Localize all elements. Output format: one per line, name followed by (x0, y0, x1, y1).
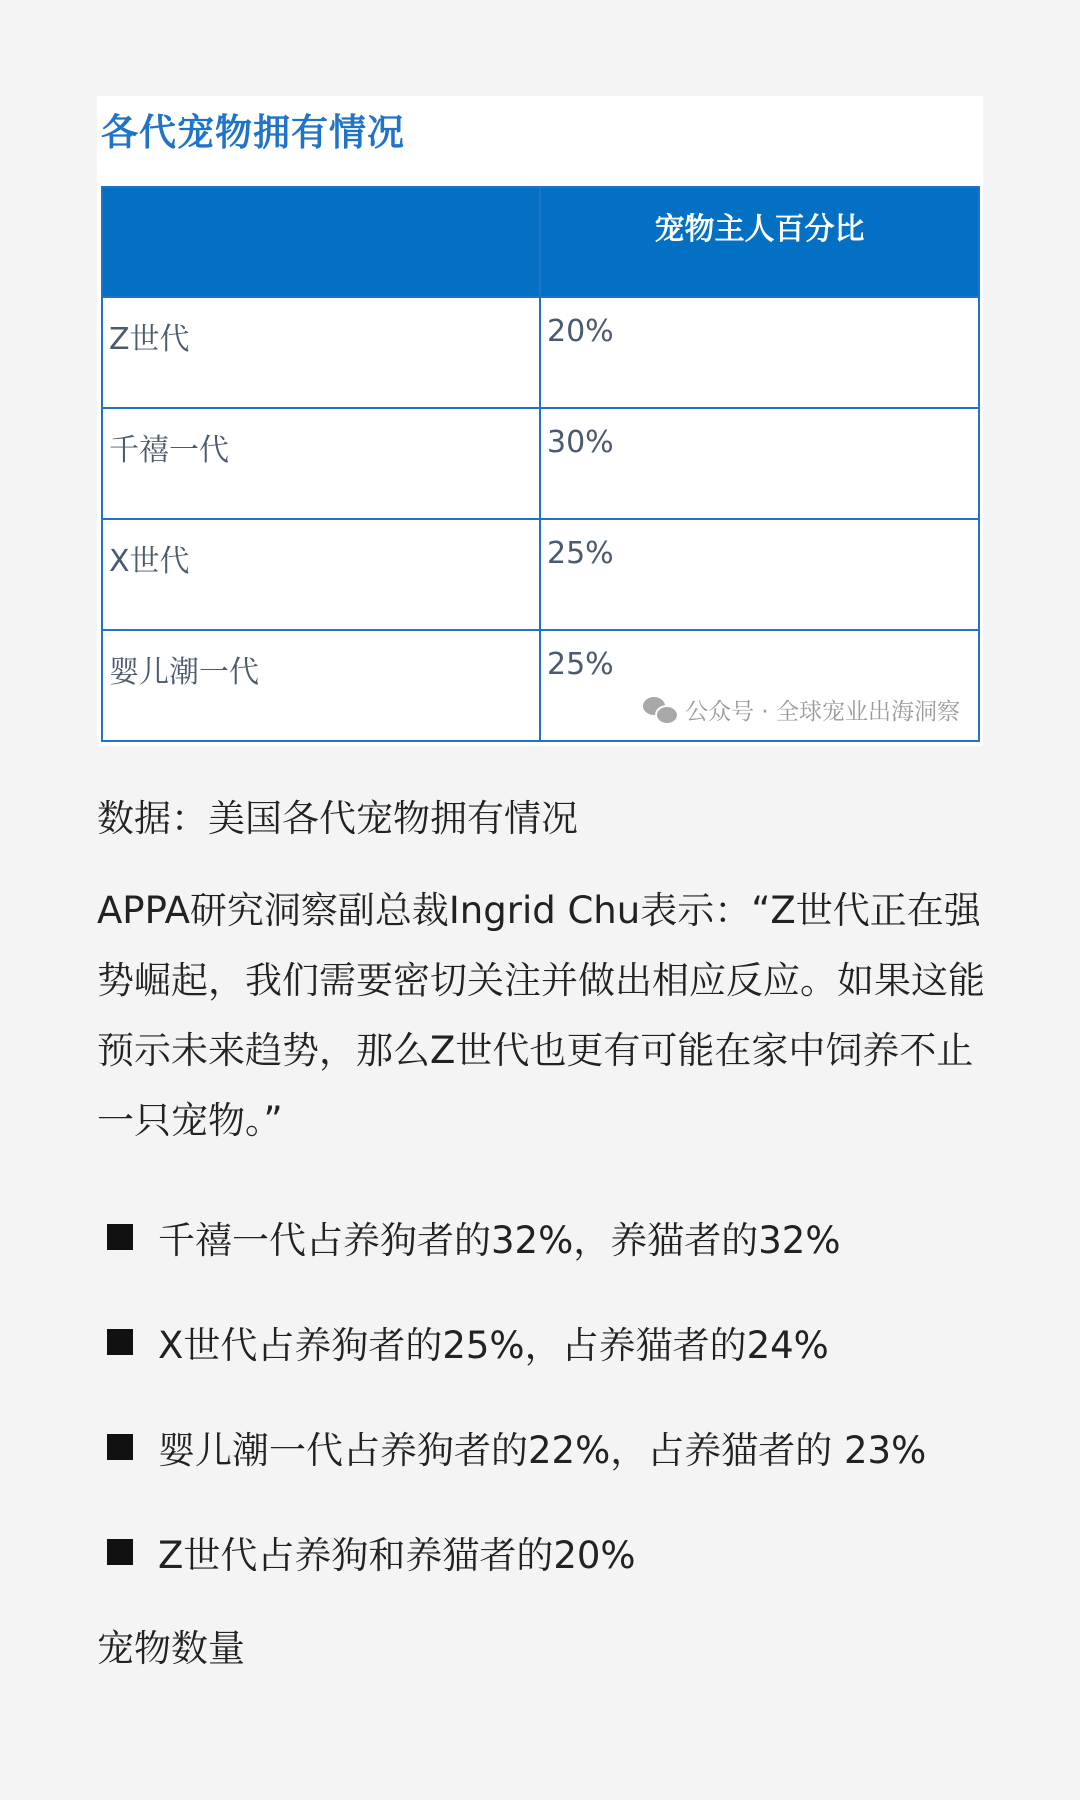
table-row (102, 519, 979, 630)
table-row (102, 630, 979, 741)
bullet-square-icon (107, 1539, 133, 1565)
list-item-text: 千禧一代占养狗者的32%，养猫者的32% (158, 1218, 841, 1262)
table-cell-percentage-value: 25% (547, 647, 614, 682)
table-cell-generation: 婴儿潮一代 (102, 630, 540, 741)
table-cell-generation: 千禧一代 (102, 408, 540, 519)
bullet-square-icon (107, 1329, 133, 1355)
list-item-text: Z世代占养狗和养猫者的20% (158, 1533, 636, 1577)
table-header-cell-generation (102, 187, 540, 297)
watermark-text: 公众号 · 全球宠业出海洞察 (685, 699, 960, 725)
bullet-list (97, 1184, 982, 1604)
table-cell-percentage: 30% (540, 408, 979, 519)
list-item (97, 1289, 982, 1394)
ownership-table (101, 186, 980, 742)
list-item-text: 婴儿潮一代占养狗者的22%，占养猫者的 23% (158, 1428, 927, 1472)
list-item (97, 1499, 982, 1604)
watermark (643, 693, 960, 726)
section-heading: 宠物数量 (97, 1627, 245, 1670)
pet-ownership-figure (97, 96, 983, 746)
table-row (102, 297, 979, 408)
table-cell-generation: Z世代 (102, 297, 540, 408)
figure-caption: 数据：美国各代宠物拥有情况 (97, 797, 578, 840)
table-cell-percentage: 25% (540, 519, 979, 630)
wechat-icon (643, 697, 677, 723)
table-header-row (102, 187, 979, 297)
list-item (97, 1394, 982, 1499)
list-item (97, 1184, 982, 1289)
figure-title: 各代宠物拥有情况 (101, 111, 405, 154)
table-cell-percentage: 20% (540, 297, 979, 408)
table-header-cell-percentage: 宠物主人百分比 (540, 187, 979, 297)
bullet-square-icon (107, 1434, 133, 1460)
quote-paragraph: APPA研究洞察副总裁Ingrid Chu表示：“Z世代正在强势崛起，我们需要密切关注并做出相应反应。如果这能预示未来趋势，那么Z世代也更有可能在家中饲养不止一只宠物。” (97, 889, 985, 1142)
table-cell-percentage (540, 630, 979, 741)
table-cell-generation: X世代 (102, 519, 540, 630)
article (97, 96, 985, 1672)
table-row (102, 408, 979, 519)
list-item-text: X世代占养狗者的25%，占养猫者的24% (158, 1323, 829, 1367)
bullet-square-icon (107, 1224, 133, 1250)
